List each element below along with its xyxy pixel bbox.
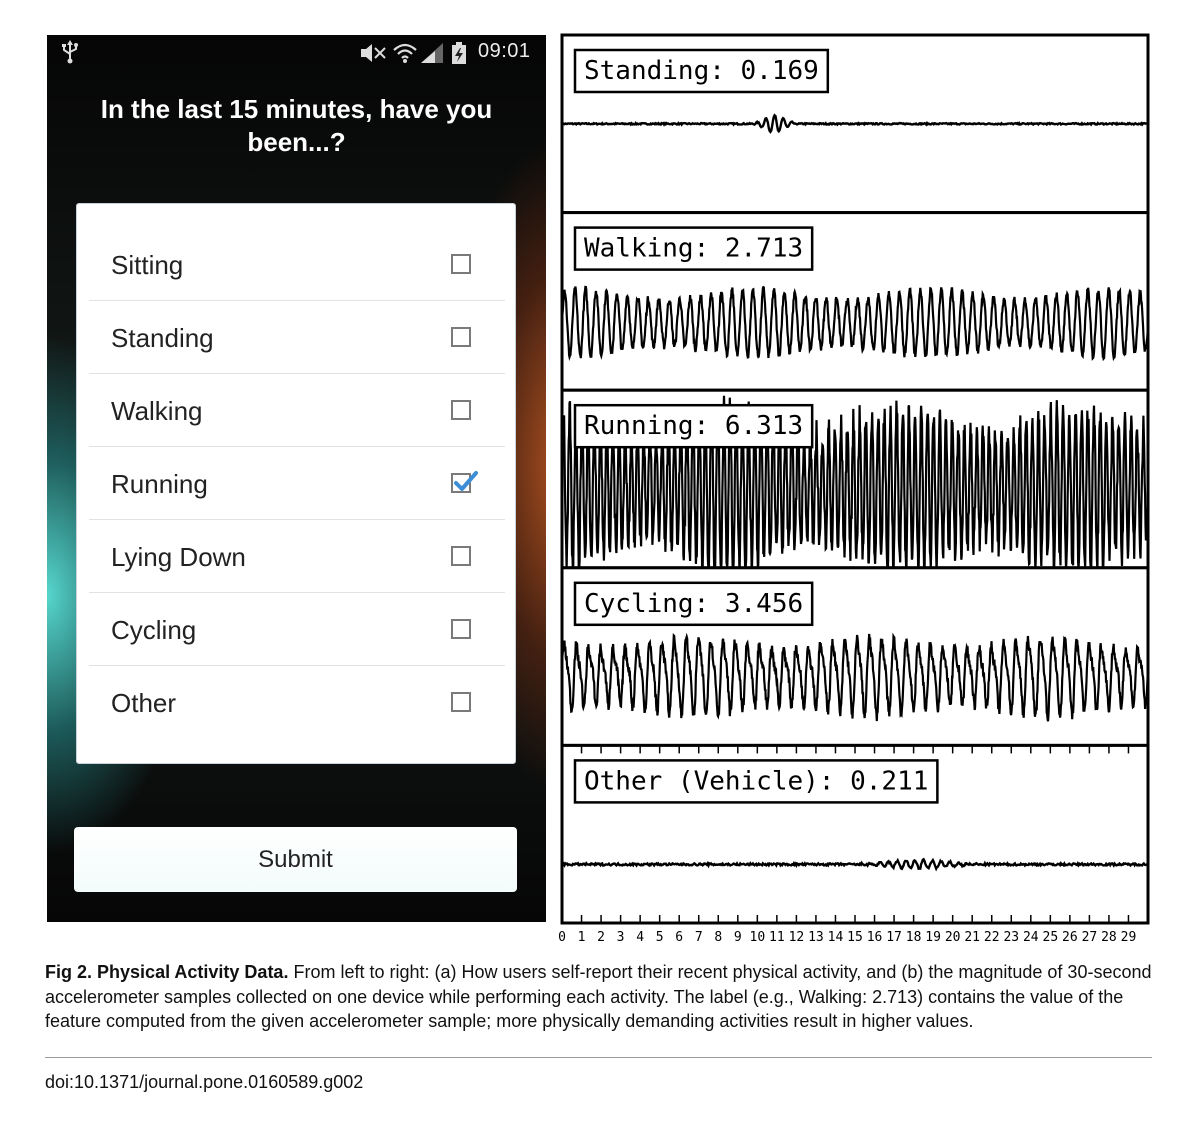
signal-panel-other-vehicle [562, 745, 1148, 923]
divider [89, 592, 505, 593]
x-tick-label: 3 [616, 930, 625, 945]
x-tick-label: 18 [905, 930, 922, 945]
figure-title: Physical Activity Data. [97, 962, 289, 982]
option-label: Other [111, 688, 177, 718]
survey-question: In the last 15 minutes, have you been...? [100, 94, 493, 157]
option-label: Standing [111, 323, 214, 353]
panel-label: Standing: 0.169 [584, 56, 819, 86]
x-tick-label: 1 [577, 930, 586, 945]
x-tick-label: 20 [944, 930, 961, 945]
x-tick-label: 28 [1101, 930, 1117, 945]
panel-label: Other (Vehicle): 0.211 [584, 766, 929, 797]
panel-label: Walking: 2.713 [584, 233, 804, 264]
x-tick-label: 25 [1042, 930, 1059, 945]
panel-label: Running: 6.313 [584, 411, 804, 442]
x-tick-label: 22 [983, 930, 1000, 945]
option-label: Cycling [111, 615, 197, 645]
figure-caption [45, 960, 1155, 1034]
checkbox-walking[interactable] [451, 400, 471, 420]
x-tick-label: 0 [558, 930, 566, 945]
x-tick-label: 24 [1022, 930, 1039, 945]
divider [89, 300, 505, 301]
phone-screenshot [47, 35, 546, 922]
panel-label: Cycling: 3.456 [584, 588, 804, 619]
figure-label: Fig 2. [45, 962, 93, 982]
x-tick-label: 5 [655, 930, 664, 945]
submit-button[interactable]: Submit [74, 827, 517, 892]
divider [89, 665, 505, 666]
divider [89, 373, 505, 374]
checkbox-lying-down[interactable] [451, 546, 471, 566]
x-tick-label: 16 [866, 930, 883, 945]
checkmark-icon [451, 469, 479, 497]
x-tick-label: 21 [964, 930, 981, 945]
x-tick-label: 29 [1120, 930, 1137, 945]
options-card [76, 203, 516, 764]
signal-panel-standing [562, 35, 1148, 213]
signal-panel-running [562, 390, 1148, 579]
x-tick-label: 14 [827, 930, 844, 945]
checkbox-sitting[interactable] [451, 254, 471, 274]
option-label: Lying Down [111, 542, 246, 572]
option-row-other[interactable] [89, 667, 505, 739]
x-tick-label: 13 [808, 930, 824, 945]
checkbox-cycling[interactable] [451, 619, 471, 639]
status-icons [359, 41, 477, 70]
checkbox-other[interactable] [451, 692, 471, 712]
x-tick-label: 27 [1081, 930, 1098, 945]
option-row-cycling[interactable] [89, 594, 505, 666]
x-tick-label: 6 [675, 930, 684, 945]
checkbox-standing[interactable] [451, 327, 471, 347]
status-bar [47, 35, 546, 69]
x-tick-label: 2 [597, 930, 605, 945]
option-row-walking[interactable] [89, 375, 505, 447]
x-tick-label: 17 [886, 930, 902, 945]
caption-text: From left to right: (a) How users self-report their recent physical activity, and (b) the magnitude of 30-second accelerometer samples collected on one device while performing each activity. The label (e.g., Walking: 2.713) contains the value of the feature computed from the given accelerometer sample; more physically demanding activities result in higher values. [45, 962, 1152, 1031]
accelerometer-chart [558, 33, 1154, 949]
wifi-icon [394, 45, 416, 63]
usb-icon [61, 40, 79, 69]
divider [89, 519, 505, 520]
signal-panel-cycling [562, 568, 1148, 746]
signal-panel-walking [562, 213, 1148, 391]
x-tick-label: 7 [694, 930, 703, 945]
option-label: Sitting [111, 250, 184, 280]
x-tick-label: 10 [749, 930, 766, 945]
divider [45, 1057, 1152, 1058]
x-tick-label: 15 [847, 930, 863, 945]
divider [89, 446, 505, 447]
x-tick-label: 9 [733, 930, 742, 945]
option-row-lying-down[interactable] [89, 521, 505, 593]
x-tick-label: 8 [714, 930, 723, 945]
clock: 09:01 [478, 40, 531, 62]
option-row-standing[interactable] [89, 302, 505, 374]
x-tick-label: 19 [925, 930, 941, 945]
signal-icon [421, 43, 443, 63]
x-tick-label: 23 [1003, 930, 1020, 945]
x-tick-label: 12 [788, 930, 805, 945]
doi: doi:10.1371/journal.pone.0160589.g002 [45, 1072, 364, 1092]
x-tick-label: 11 [769, 930, 785, 945]
checkbox-running[interactable] [451, 473, 471, 493]
option-row-sitting[interactable] [89, 229, 505, 301]
battery-charging-icon [452, 42, 466, 64]
option-label: Walking [111, 396, 203, 426]
option-label: Running [111, 469, 208, 499]
x-tick-label: 26 [1062, 930, 1078, 945]
option-row-running[interactable] [89, 448, 505, 520]
x-tick-label: 4 [636, 930, 645, 945]
mute-icon [361, 44, 385, 62]
